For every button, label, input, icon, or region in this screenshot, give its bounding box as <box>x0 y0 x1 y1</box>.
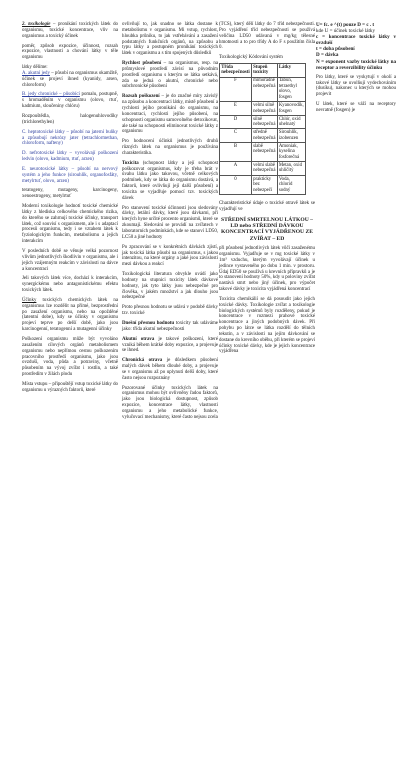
paragraph <box>22 298 118 333</box>
paragraph: Toxikologická literatura obvykle uvádí jako hodnoty na stupnici toxicity látek dávkové hodnoty, jak tyto látky jsou nebezpečné pro člověka, v jakém množství a jak dlouho jsou nebezpečné <box>122 272 218 301</box>
paragraph <box>22 71 118 89</box>
paragraph: 2. toxikologie – pronikání toxických látek do organismu, toxické koncentrace, vliv na organismus a toxický účinek <box>22 22 119 39</box>
paragraph-text: toxických chemických látek na organismus lze rozdělit na přímé, bezprostřední po zasažení organismu, nebo na opožděné (latentní dobe), kdy se účinky v organismu projeví teprve po delší době, jako jsou karcinogenní, teratogenní a mutagenní účinky <box>22 297 118 333</box>
paragraph: Místa vstupu – připouštějí vstup toxické látky do organismu u výrazných faktorů, které <box>22 381 118 393</box>
table-cell-class: 0 <box>220 175 252 194</box>
table-cell-degree: prakticky bez nebezpečí <box>251 175 277 194</box>
table-row <box>220 115 306 129</box>
paragraph <box>122 61 218 90</box>
category-label: A. akutní jedy <box>22 70 50 76</box>
paragraph: Moderní toxikologie hodnotí toxické chemické látky z hlediska celkového chemického rizika, do kterého se zahrnují toxické účinky, transport látek, což souvisí s organismem, ale i s adaptací procesů organismu, tedy i se vztahem látek k fyziologickým funkcím, metabolismu a jejich interakcím <box>22 204 118 245</box>
table-cell-examples: Tabun, tetraethyl olovo, fosgen <box>277 77 305 102</box>
term: Akutní otrava <box>122 336 155 342</box>
paragraph: U látek, které se váží na receptory nevratně (fosgen) je <box>316 102 396 113</box>
paragraph-text: pomalu, postupně, s hromaděním v organismu (olovo, rtuť, kadmium, sloučeniny chlóru) <box>22 92 118 110</box>
table-cell-class: F <box>220 77 252 102</box>
paragraph: Pro látky, které se vyskytují v okolí a takové látky se uvolňují vydechováním (dusíku), nakonec u kterých se mohou projevit <box>316 74 396 98</box>
paragraph <box>122 321 218 333</box>
table-cell-examples: Metan, oxid uhličitý <box>277 162 305 176</box>
paragraph: poměr, způsob expozice, účinnost, rozsah expozice, vlastnosti a chování látky v těle organismu <box>22 43 118 61</box>
term: Chronická otrava <box>122 358 163 364</box>
paragraph-text: – působí na organismus okamžitě, účinek se projeví ihned (kyanidy, arsen, chloroform) <box>22 70 118 88</box>
paragraph: látky dělíme: <box>22 65 48 71</box>
paragraph: Toxicita chemikálií se dá posoudit jako jejich toxické dávky. Toxikologie zvířat a toxikologie biologických systémů byly rozděleny, pokud je koncentrace v rozmezí prahové toxické koncentrace a jiných podobných dávek. Při pohybu po látce se látka rozdělí do tělních tekutin, a v závislosti na jejím dávkování se dostane do krevního oběhu, při kterém se projeví účinky toxické dávky, kde je jejich koncentrace vyjádřena <box>219 296 315 355</box>
formula-line: U= fc. e ^(t) pouze D = c . t <box>316 22 375 28</box>
table-row <box>220 77 306 102</box>
table-header-row <box>220 64 306 78</box>
paragraph: teratogeny, mutageny, karcinogeny, xenoestrogeny, metylrtuť <box>22 188 118 200</box>
category-label: B. jedy chronické – působící <box>22 92 80 98</box>
table-cell-degree: silně nebezpečná <box>253 116 276 128</box>
paragraph: C. heptotoxické látky – působí na jaterní buňky a způsobují nekrózy jater (tetrachlormethan, chloroform, nafteny) <box>22 129 118 147</box>
table-row <box>220 129 306 143</box>
term: Rychlost působení <box>122 61 162 67</box>
term: Účinky <box>22 297 37 303</box>
text-column-2 <box>122 22 218 425</box>
paragraph <box>122 94 218 135</box>
paragraph: ovlivňují to, jak snadno se látka dostane k metabolismu v organismu. Mi vstup, rychlost, hloubka průniku, to jak vstřebávání a zasažení podstatných funkčních orgánů, na způsobu a typu látky a postupném pronikání toxických látek v organismu a s tím spojených důsledků <box>122 22 218 57</box>
formula-line: kde U = účinek toxické látky <box>316 28 376 35</box>
formula-line: D = dávka <box>316 52 339 59</box>
table-cell-class: E <box>220 102 252 116</box>
text-column-3 <box>219 22 315 359</box>
section-title: 2. toxikologie <box>22 22 51 27</box>
table-header: Třída nebezpečnosti <box>221 64 250 76</box>
table-cell-degree: velmi slabě nebezpečná <box>253 162 276 174</box>
table-cell-examples: Amoniak, kyselina fosforečná <box>277 143 305 162</box>
paragraph: V posledních době se věnuje velká pozornost vlivům jednotlivých škodlivin v organismu, ale i jejich vzájemným reakcím v závislosti na dávce a koncentraci <box>22 249 118 272</box>
table-cell-examples: Kyanovodík, fosgen <box>278 103 304 114</box>
table-row <box>220 162 306 176</box>
formula-line: t = doba působení <box>316 46 355 53</box>
paragraph-text: – na organismus, resp. na průmyslové prostředí závisí na původním prostředí organismu s kterým se látka setkává, zda se jedná o akutní, chronické nebo subchronické působení <box>122 61 218 90</box>
paragraph: D. nefrotoxické látky – vyvolávají poškození ledvin (olovo, kadmium, rtuť, arzen) <box>22 151 118 163</box>
formula-line: c = koncentrace toxické látky v ovzduší <box>316 34 396 47</box>
paragraph: při působení jednotlivých látek vůči zasaženému organismu. Vyjadřuje se v mg toxické látky v 1m³ vzduchu, kterým vyvolávají účinek u jedince vystaveného po dobu 1 min. v prostoru. Údaj ED50 se používá u krevních přípravků a je to stanovení hodnoty 50%, kdy u poloviny zvířat nastává smrt nebo jiný účinek, pro výpočet takové dávky je toxicita vyjádřená koncentrací <box>219 246 315 293</box>
table-cell-class: D <box>220 115 252 129</box>
paragraph: Pro hodnocení účinků jednotlivých druhů různých látek na organismus je používána charakteristika. <box>122 139 218 156</box>
table-cell-examples: Sirouhlík, izobenzen <box>277 129 305 143</box>
table-header: Stupeň toxicity <box>251 64 277 78</box>
text-column-1 <box>22 22 118 398</box>
table-row <box>220 175 306 194</box>
paragraph <box>122 358 218 381</box>
paragraph: Charakteristické údaje o toxické otravě látek se vyjadřují ve <box>219 200 315 212</box>
term: Dnešní přesnou hodnotu <box>122 320 175 326</box>
paragraph-text: toxicity tak udáváme jako: třída akutní nebezpečnosti <box>122 320 218 332</box>
table-cell-class: A <box>220 162 252 176</box>
table-cell-examples: Chlór, oxid uhelnatý <box>277 115 305 129</box>
paragraph: Poškození organismu může být vyvoláno zasažením cílových orgánů metabolismem organismu nebo nepřímou cestou poškozením pracovního prostředí organismu, jako jsou ovzduší, voda, půda a potraviny, včetně působením na vývoj zvířat i rostlin, a také prostředím v žilách plodu <box>22 336 118 378</box>
table-header: Látky <box>277 64 305 78</box>
table-row <box>220 143 306 162</box>
formula-block <box>316 22 396 71</box>
paragraph-text: je takové poškození, které vzniká během krátké doby expozice, a projevuje se ihned. <box>122 336 218 354</box>
paragraph: Jeli takových látek více, dochází k interakcím, synergickému nebo antagonistickému efektu toxických látek. <box>22 276 118 294</box>
paragraph: E. neurotoxické látky – působí na nervový systém a jeho funkce (sirouhlík, organofosfáty, metylrtuť, olovo, arzen) <box>22 166 118 184</box>
table-cell-degree: středně nebezpečná <box>253 130 276 141</box>
toxicity-table <box>219 63 306 195</box>
table-cell-class: C <box>220 129 252 143</box>
paragraph <box>122 337 218 355</box>
table-title: Toxikologický Kódování systém <box>219 55 283 61</box>
term: Rozsah poškození <box>122 94 160 100</box>
term: Toxicita <box>122 160 139 166</box>
table-row <box>220 102 306 116</box>
table-cell-examples: Voda, chlorid sodný <box>277 175 305 194</box>
table-cell-degree: slabě nebezpečná <box>251 143 277 162</box>
paragraph: (TCS), který dělí látky do 7 tříd nebezpečnosti. Pro vyjádření tříd nebezpečnosti se používá veličina LD50 udávaná v mg/kg tělesné hmotnosti a to pro třídy A do F s použitím čísla 0. <box>219 22 315 51</box>
table-cell-degree: mimořádně nebezpečná <box>251 77 277 102</box>
paragraph: Pozorované účinky toxických látek na organismus mohou být ovlivněny řadou faktorů, jako jsou biologická dostupnost, způsob expozice, koncentrace látky, vlastnosti organismu a jeho metabolické funkce, vylučovací mechanismy, které často nejsou zcela <box>122 385 218 420</box>
paragraph: Rozpouštědla, halogenuhlovodíky (trichlorethylen) <box>22 113 118 125</box>
paragraph-text: – je do značné míry závislý na způsobu a koncentraci látky, místě působení a rychlosti jejího pronikání do organismu, na koncentraci, rychlosti jejího působení, na schopnosti organismu samovolného detoxikovat, ale také na schopnosti eliminovat toxické látky z organismu <box>122 94 218 135</box>
paragraph-text: (schopnost látky a její schopnost poškozovat organismus, kdy je třeba brát v úvahu látku jako takovou, včetně celkových podmínek, kdy se látka do organismu dostává, a faktorů, které ovlivňují její další působení) a toxicita se vyjadřuje pomocí tzv. toxických dávek <box>122 160 218 201</box>
paragraph-text: je důsledkem působení malých dávek během dlouhé doby, a projevuje se v organismu až po uplynutí delší doby, které často nejsou rozpoznány <box>122 358 219 381</box>
paragraph <box>22 92 118 110</box>
paragraph <box>122 161 218 202</box>
emphasis-heading: STŘEDNÍ SMRTELNOU LÁTKOU – LD nebo STŘEDNÍ DÁVKOU KONCENTRACÍ VYJÁDŘENOU ZE ZVÍŘAT – ED <box>221 216 313 242</box>
text-column-4 <box>316 22 396 118</box>
paragraph: Po zpracování se v konkrétních dávkách zjistí, jak toxická látka působí na organismus, s jakou intenzitou, na které orgány a jaké jsou závislosti mezi dávkou a reakcí <box>122 244 218 268</box>
paragraph: Pro stanovení toxické účinnosti jsou sledovány dávky, letální dávky, které jsou dávkami, při kterých hyne určité procento organismů, které se zkoumají. Sledování se provádí na zvířatech v laboratorních podmínkách, kde se stanoví LD50, LC50 a jiné hodnoty <box>122 205 218 240</box>
table-cell-class: B <box>220 143 252 162</box>
paragraph: Proto přesnou hodnotu se udává v podobě dávky tzv. toxické <box>122 305 218 317</box>
table-cell-degree: velmi silně nebezpečná <box>253 103 276 114</box>
formula-line: N = exponent vazby toxické látky na receptor a reverzibility účinku <box>316 58 396 71</box>
